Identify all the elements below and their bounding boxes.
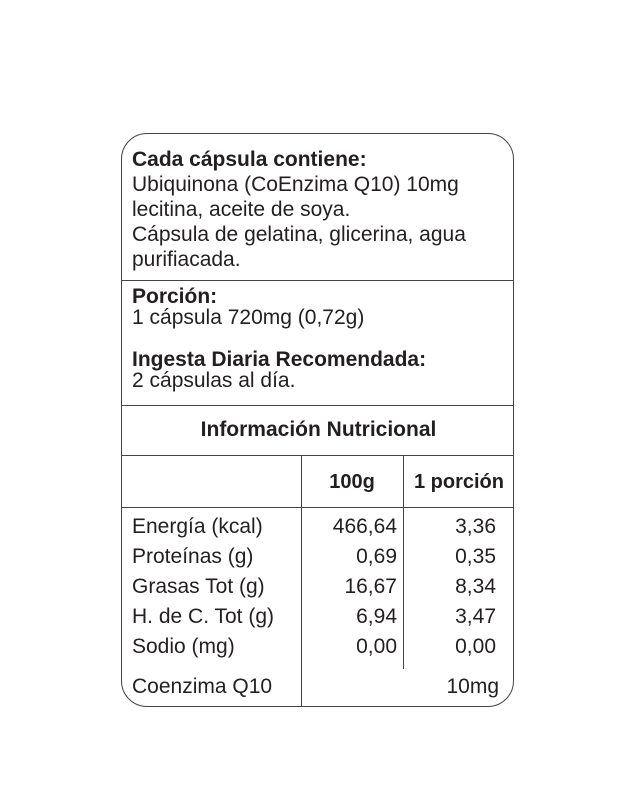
divider xyxy=(122,507,513,508)
daily-intake-value: 2 cápsulas al día. xyxy=(132,369,296,392)
column-header-100g: 100g xyxy=(329,471,375,493)
serving-heading: Porción: xyxy=(132,285,218,308)
nutrient-value-100g: 0,69 xyxy=(356,545,397,568)
divider xyxy=(122,280,513,281)
nutrient-name: H. de C. Tot (g) xyxy=(132,605,274,628)
composition-heading: Cada cápsula contiene: xyxy=(132,148,367,171)
extra-name: Coenzima Q10 xyxy=(132,675,273,698)
nutrient-value-portion: 3,36 xyxy=(455,515,496,538)
composition-line: purifiacada. xyxy=(132,248,241,271)
serving-value: 1 cápsula 720mg (0,72g) xyxy=(132,306,365,329)
nutrient-value-100g: 16,67 xyxy=(344,575,397,598)
extra-value: 10mg xyxy=(446,675,499,698)
composition-line: lecitina, aceite de soya. xyxy=(132,198,351,221)
nutrient-name: Proteínas (g) xyxy=(132,545,254,568)
column-header-portion: 1 porción xyxy=(413,471,504,493)
divider xyxy=(122,405,513,406)
nutrient-name: Grasas Tot (g) xyxy=(132,575,265,598)
composition-line: Ubiquinona (CoEnzima Q10) 10mg xyxy=(132,173,459,196)
nutrient-value-100g: 6,94 xyxy=(356,605,397,628)
nutrient-value-portion: 3,47 xyxy=(455,605,496,628)
divider xyxy=(122,455,513,456)
nutrient-value-portion: 8,34 xyxy=(455,575,496,598)
nutrient-name: Sodio (mg) xyxy=(132,635,235,658)
nutrient-value-100g: 466,64 xyxy=(332,515,397,538)
nutrient-value-portion: 0,35 xyxy=(455,545,496,568)
nutrition-title: Información Nutricional xyxy=(200,418,437,441)
daily-intake-heading: Ingesta Diaria Recomendada: xyxy=(132,348,427,371)
composition-line: Cápsula de gelatina, glicerina, agua xyxy=(132,223,466,246)
nutrient-name: Energía (kcal) xyxy=(132,515,263,538)
nutrient-value-portion: 0,00 xyxy=(455,635,496,658)
nutrition-label xyxy=(121,133,514,707)
nutrient-value-100g: 0,00 xyxy=(356,635,397,658)
